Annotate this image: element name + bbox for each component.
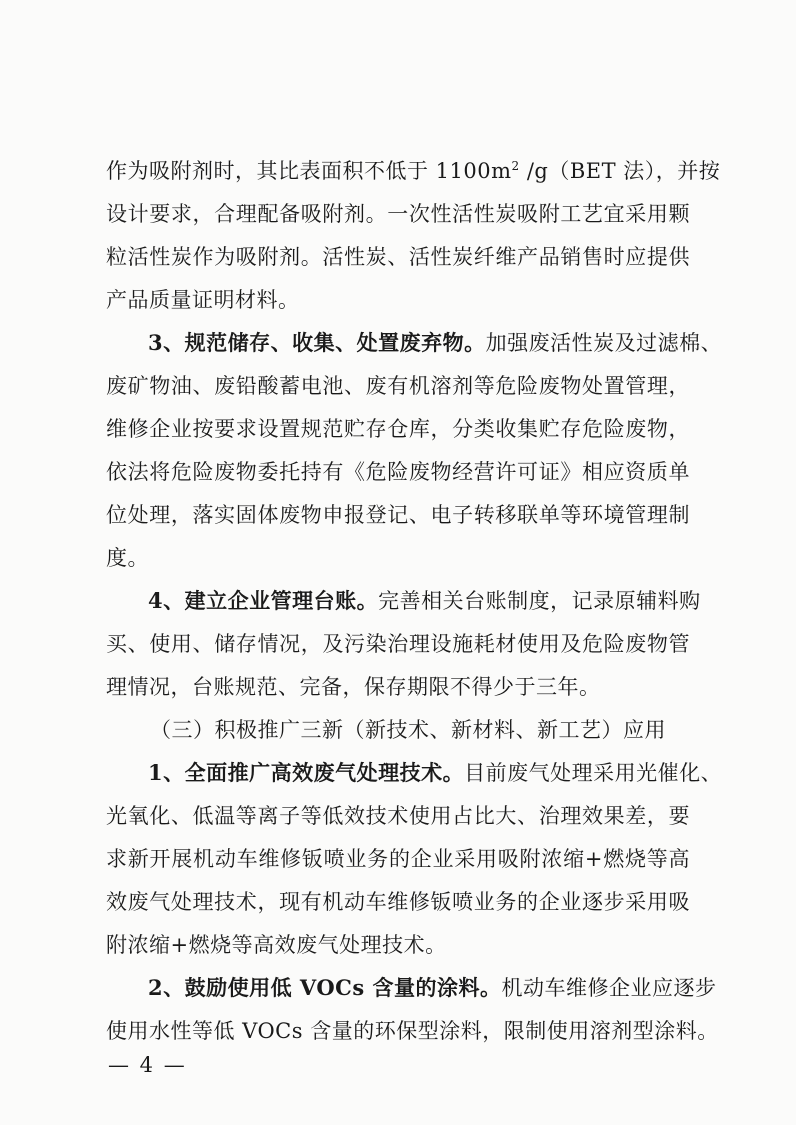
paragraph-line: 效废气处理技术，现有机动车维修钣喷业务的企业逐步采用吸 [106,890,690,914]
paragraph-line: 度。 [106,546,149,570]
paragraph-line: 附浓缩+燃烧等高效废气处理技术。 [106,933,447,957]
paragraph-line: 维修企业按要求设置规范贮存仓库，分类收集贮存危险废物， [106,417,690,441]
paragraph-line: 理情况，台账规范、完备，保存期限不得少于三年。 [106,675,601,699]
paragraph-heading: 1、全面推广高效废气处理技术。 [148,760,465,785]
paragraph-line: 4、建立企业管理台账。完善相关台账制度，记录原辅料购 [148,588,701,613]
paragraph-heading: 2、鼓励使用低 VOCs 含量的涂料。 [148,975,502,1000]
paragraph-line: 2、鼓励使用低 VOCs 含量的涂料。机动车维修企业应逐步 [148,975,717,1000]
paragraph-line: 粒活性炭作为吸附剂。活性炭、活性炭纤维产品销售时应提供 [106,245,690,269]
paragraph-line: 1、全面推广高效废气处理技术。目前废气处理采用光催化、 [148,760,723,785]
paragraph-line: 求新开展机动车维修钣喷业务的企业采用吸附浓缩+燃烧等高 [106,847,690,871]
page-number: — 4 — [108,1053,187,1077]
paragraph-line: 光氧化、低温等离子等低效技术使用占比大、治理效果差，要 [106,804,690,828]
paragraph-line: 依法将危险废物委托持有《危险废物经营许可证》相应资质单 [106,460,690,484]
paragraph-heading: 3、规范储存、收集、处置废弃物。 [148,330,486,355]
paragraph-line: 买、使用、储存情况，及污染治理设施耗材使用及危险废物管 [106,632,690,656]
paragraph-line: 废矿物油、废铅酸蓄电池、废有机溶剂等危险废物处置管理， [106,374,690,398]
paragraph-heading: 4、建立企业管理台账。 [148,588,379,613]
paragraph-line: 3、规范储存、收集、处置废弃物。加强废活性炭及过滤棉、 [148,330,723,355]
section-heading: （三）积极推广三新（新技术、新材料、新工艺）应用 [150,718,666,742]
paragraph-line: 位处理，落实固体废物申报登记、电子转移联单等环境管理制 [106,503,690,527]
paragraph-line: 产品质量证明材料。 [106,288,300,312]
paragraph-line: 作为吸附剂时，其比表面积不低于 $1100m^2$ /g（BET 法），并按 [106,159,721,183]
paragraph-line: 使用水性等低 VOCs 含量的环保型涂料，限制使用溶剂型涂料。 [106,1019,719,1043]
paragraph-line: 设计要求，合理配备吸附剂。一次性活性炭吸附工艺宜采用颗 [106,202,690,226]
